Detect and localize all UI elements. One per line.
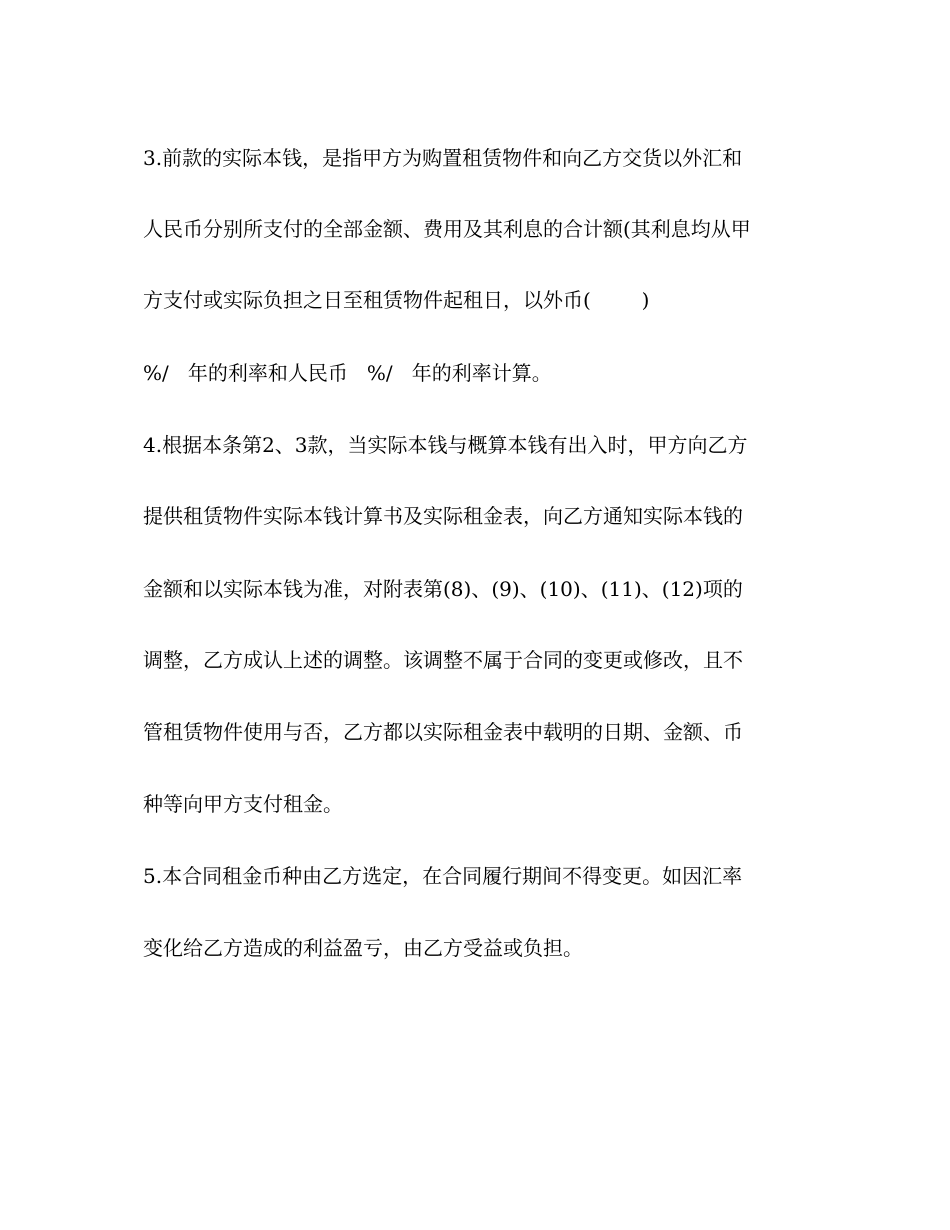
clause-3-line-2: 人民币分别所支付的全部金额、费用及其利息的合计额(其利息均从甲 bbox=[143, 217, 751, 241]
clause-5-line-2: 变化给乙方造成的利益盈亏，由乙方受益或负担。 bbox=[143, 936, 583, 960]
clause-4-line-2: 提供租赁物件实际本钱计算书及实际租金表，向乙方通知实际本钱的 bbox=[143, 504, 743, 528]
clause-3-line-3: 方支付或实际负担之日至租赁物件起租日，以外币( ) bbox=[143, 288, 650, 312]
clause-4-line-3: 金额和以实际本钱为准，对附表第(8)、(9)、(10)、(11)、(12)项的 bbox=[143, 577, 743, 601]
clause-4-line-6: 种等向甲方支付租金。 bbox=[143, 792, 343, 816]
clause-4-line-1: 4.根据本条第2、3款，当实际本钱与概算本钱有出入时，甲方向乙方 bbox=[143, 433, 748, 457]
clause-5-line-1: 5.本合同租金币种由乙方选定，在合同履行期间不得变更。如因汇率 bbox=[143, 864, 743, 888]
clause-4-line-4: 调整，乙方成认上述的调整。该调整不属于合同的变更或修改，且不 bbox=[143, 648, 743, 672]
clause-4-line-5: 管租赁物件使用与否，乙方都以实际租金表中载明的日期、金额、币 bbox=[143, 720, 743, 744]
clause-3-line-4: %/ 年的利率和人民币 %/ 年的利率计算。 bbox=[143, 361, 552, 385]
clause-3-line-1: 3.前款的实际本钱，是指甲方为购置租赁物件和向乙方交货以外汇和 bbox=[143, 146, 743, 170]
